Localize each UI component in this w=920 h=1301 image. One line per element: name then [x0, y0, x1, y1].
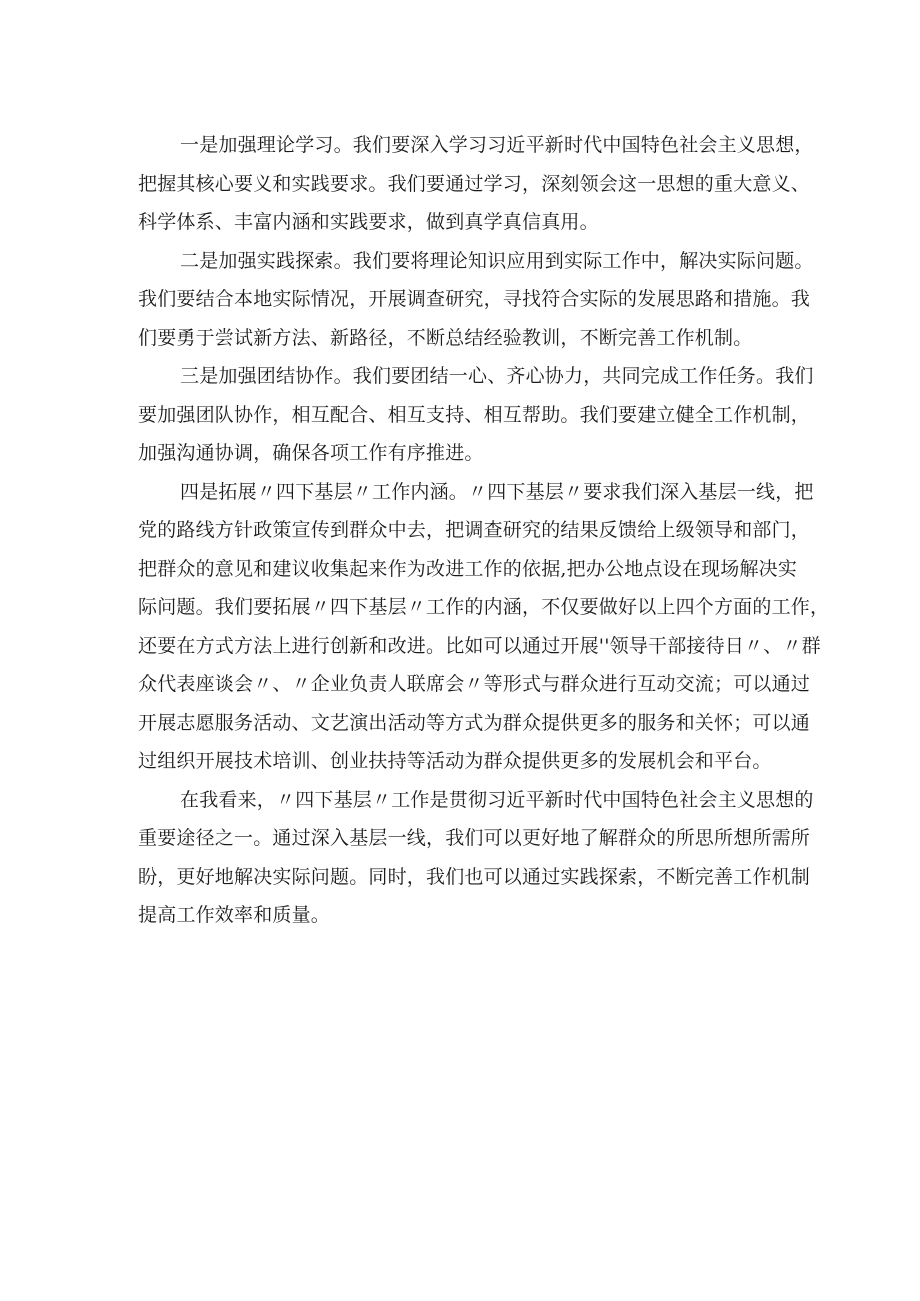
text-line: 党的路线方针政策宣传到群众中去，把调查研究的结果反馈给上级领导和部门，: [138, 519, 811, 541]
text-line: 盼，更好地解决实际问题。同时，我们也可以通过实践探索，不断完善工作机制: [138, 865, 811, 888]
text-line: 们要勇于尝试新方法、新路径，不断总结经验教训，不断完善工作机制。: [138, 326, 753, 349]
document-body: [138, 126, 830, 935]
text-line: 科学体系、丰富内涵和实践要求，做到真学真信真用。: [138, 211, 599, 233]
text-line: 把握其核心要义和实践要求。我们要通过学习，深刻领会这一思想的重大意义、: [138, 172, 811, 195]
paragraph-four-down-to-grassroots: [138, 473, 830, 781]
text-line: 开展志愿服务活动、文艺演出活动等方式为群众提供更多的服务和关怀；可以通: [138, 711, 811, 734]
paragraph-practice-exploration: [138, 242, 814, 358]
paragraph-theory-study: [138, 126, 814, 242]
text-line: 过组织开展技术培训、创业扶持等活动为群众提供更多的发展机会和平台。: [138, 750, 772, 772]
text-line: 在我看来，〃四下基层〃工作是贯彻习近平新时代中国特色社会主义思想的: [180, 788, 814, 811]
text-line: 重要途径之一。通过深入基层一线，我们可以更好地了解群众的所思所想所需所: [138, 827, 811, 849]
text-line: 四是拓展〃四下基层〃工作内涵。〃四下基层〃要求我们深入基层一线，把: [180, 480, 814, 503]
paragraph-teamwork: [138, 357, 814, 473]
paragraph-conclusion: [138, 781, 814, 935]
text-line: 要加强团队协作，相互配合、相互支持、相互帮助。我们要建立健全工作机制，: [138, 403, 811, 426]
text-line: 把群众的意见和建议收集起来作为改进工作的依据,把办公地点设在现场解决实: [138, 557, 798, 580]
text-line: 众代表座谈会〃、〃企业负责人联席会〃等形式与群众进行互动交流；可以通过: [138, 673, 811, 695]
text-line: 加强沟通协调，确保各项工作有序推进。: [138, 442, 484, 464]
text-line: 二是加强实践探索。我们要将理论知识应用到实际工作中，解决实际问题。: [180, 249, 814, 272]
text-line: 提高工作效率和质量。: [138, 904, 331, 926]
text-line: 还要在方式方法上进行创新和改进。比如可以通过开展''领导干部接待日〃、〃群: [138, 634, 821, 657]
text-line: 际问题。我们要拓展〃四下基层〃工作的内涵，不仅要做好以上四个方面的工作，: [138, 596, 830, 618]
text-line: 三是加强团结协作。我们要团结一心、齐心协力，共同完成工作任务。我们: [180, 365, 814, 387]
text-line: 一是加强理论学习。我们要深入学习习近平新时代中国特色社会主义思想，: [180, 134, 814, 156]
text-line: 我们要结合本地实际情况，开展调查研究，寻找符合实际的发展思路和措施。我: [138, 288, 811, 310]
